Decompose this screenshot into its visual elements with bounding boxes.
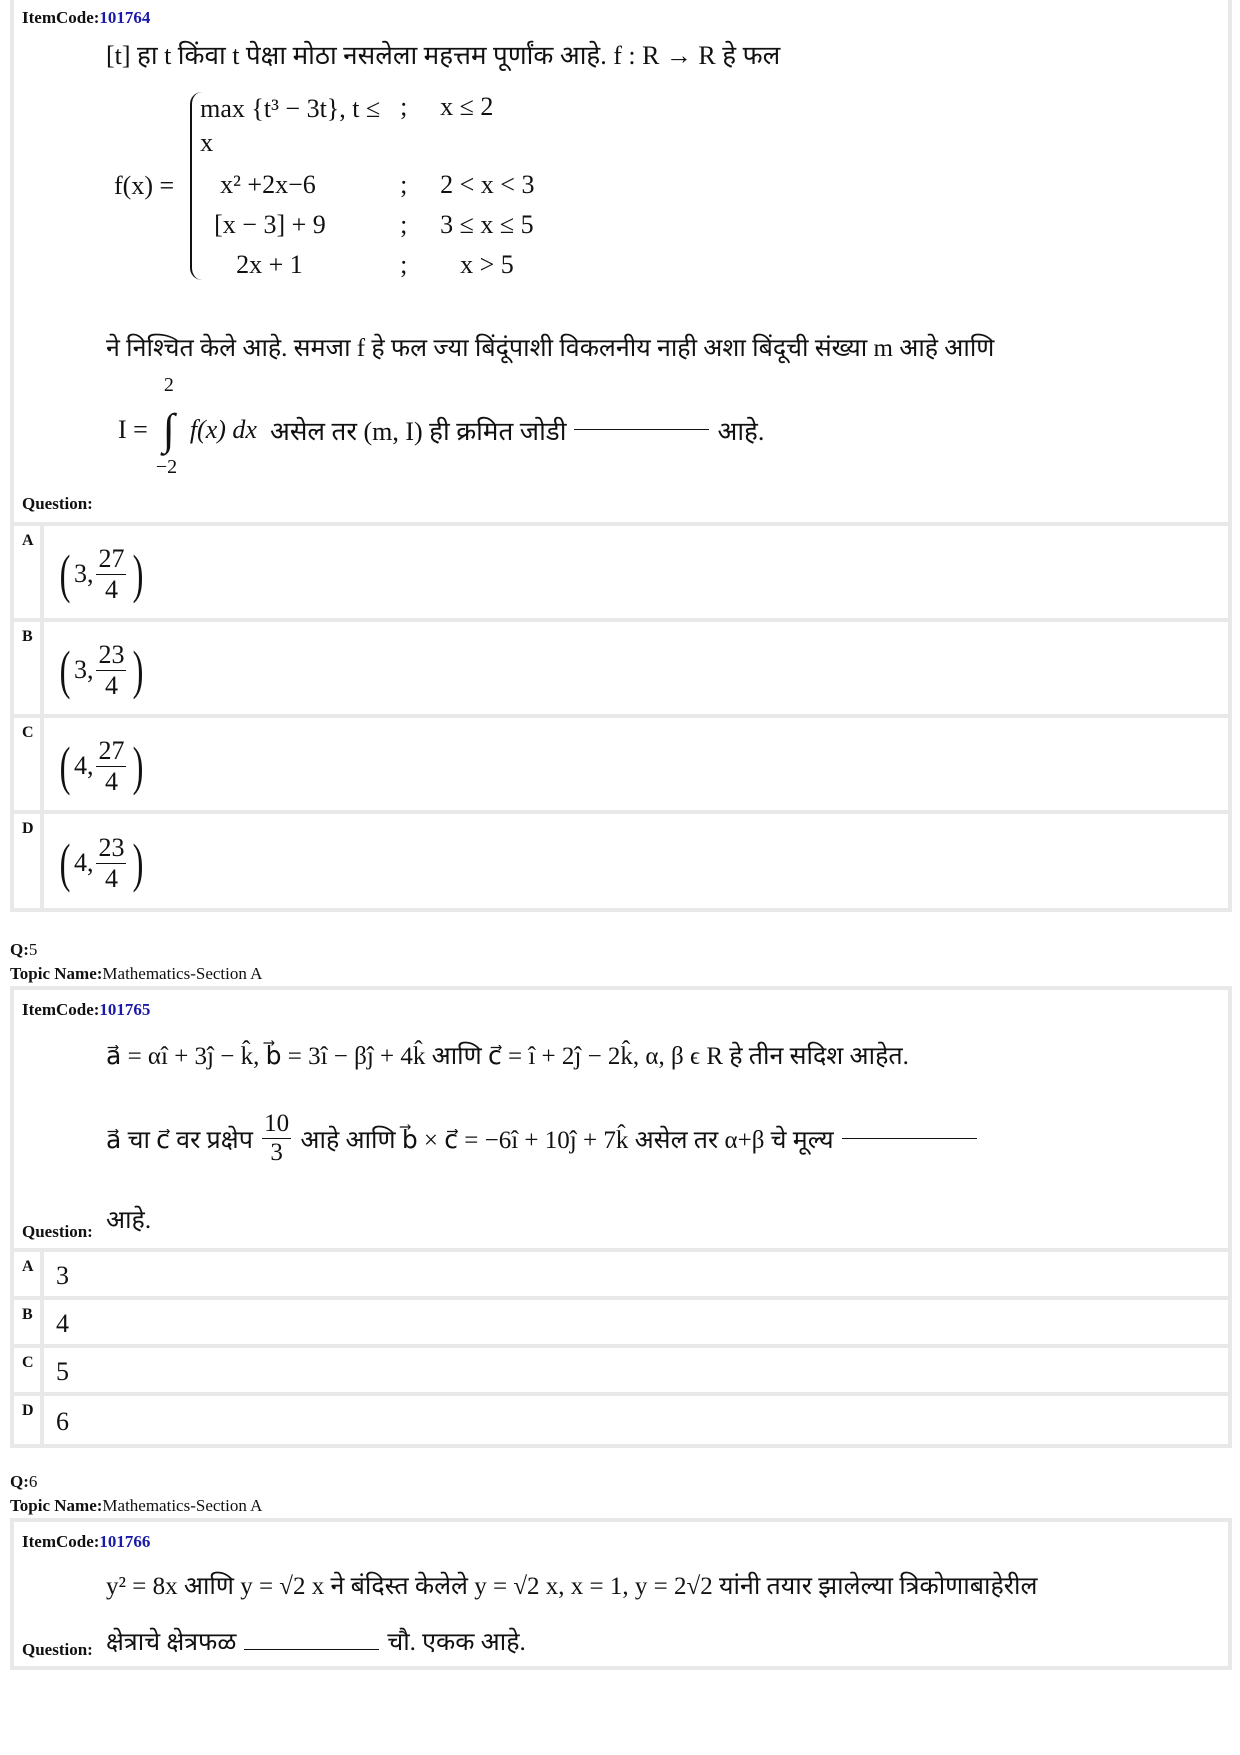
numerator: 27: [98, 735, 125, 765]
topic-value: Mathematics-Section A: [102, 964, 263, 983]
piecewise-function: [114, 92, 600, 280]
option-key: C: [14, 718, 44, 814]
case-cond: 2 < x < 3: [440, 169, 535, 199]
denominator: 4: [104, 766, 118, 796]
lower-limit: −2: [155, 456, 178, 478]
question-text: a⃗ चा c⃗ वर प्रक्षेप: [106, 1126, 253, 1154]
option-key: A: [14, 526, 44, 622]
case-expr: x² +2x−6: [220, 169, 316, 199]
numerator: 23: [98, 832, 125, 862]
option-b[interactable]: [14, 1296, 1228, 1348]
item-code: [22, 1532, 150, 1552]
case-cond: 3 ≤ x ≤ 5: [440, 209, 534, 239]
case-sep: ;: [400, 169, 408, 199]
topic-value: Mathematics-Section A: [102, 1496, 263, 1515]
cases: [190, 92, 600, 280]
q-num: 6: [28, 1472, 38, 1491]
question-label: Question:: [22, 494, 93, 513]
option-value: ( 4, $\frac{23}{4}$ ): [59, 832, 144, 893]
case-expr: 2x + 1: [236, 249, 303, 279]
option-c[interactable]: [14, 1344, 1228, 1396]
topic-label: Topic Name:: [10, 964, 103, 983]
question-text: क्षेत्राचे क्षेत्रफळ: [106, 1629, 237, 1656]
option-value: 4: [56, 1309, 69, 1338]
question-number: [10, 940, 37, 960]
item-code-value: 101765: [99, 1000, 151, 1019]
option-a[interactable]: [14, 522, 1228, 622]
option-first: 3,: [73, 655, 94, 684]
question-text-line: a⃗ = αî + 3ĵ − k̂, b⃗ = 3î − βĵ + 4k̂ आणि c⃗ = î + 2ĵ − 2k̂, α, β ϵ R हे तीन सदिश आहेत.: [106, 1043, 909, 1070]
item-code-label: ItemCode:: [22, 1000, 100, 1019]
q-label: Q:: [10, 1472, 29, 1491]
item-code-value: 101766: [99, 1532, 151, 1551]
integral-line: [118, 374, 765, 478]
option-first: 3,: [73, 559, 94, 588]
option-value: ( 3, $\frac{23}{4}$ ): [59, 639, 144, 700]
question-text-line: [t] हा t किंवा t पेक्षा मोठा नसलेला महत्तम पूर्णांक आहे. f : R → R हे फल: [106, 41, 781, 70]
denominator: 4: [104, 574, 118, 604]
item-code-label: ItemCode:: [22, 1532, 100, 1551]
option-key: B: [14, 622, 44, 718]
upper-limit: 2: [163, 374, 174, 396]
case-cond: x ≤ 2: [440, 92, 494, 121]
case-sep: ;: [400, 92, 408, 121]
function-label: f(x) =: [114, 170, 175, 200]
item-code-label: ItemCode:: [22, 8, 100, 27]
q-num: 5: [28, 940, 38, 959]
topic-name: [10, 1496, 262, 1516]
question-number: [10, 1472, 37, 1492]
numerator: 27: [98, 543, 125, 573]
fraction: [96, 640, 126, 701]
question-text-line: [106, 1624, 526, 1658]
integral-sign: ∫ 2 −2: [155, 374, 178, 478]
question-label: Question:: [22, 1222, 93, 1241]
option-value: 6: [56, 1407, 69, 1436]
case-expr: max {t³ − 3t}, t ≤ x: [200, 94, 381, 157]
option-d[interactable]: [14, 1392, 1228, 1448]
fraction: [96, 736, 126, 797]
option-first: 4,: [73, 751, 94, 780]
option-key: D: [14, 1396, 44, 1448]
question-block-5: [10, 986, 1232, 1448]
option-key: A: [14, 1252, 44, 1300]
numerator: 23: [98, 639, 125, 669]
fraction: [96, 833, 126, 894]
fraction: [96, 544, 126, 605]
question-text-line: ने निश्चित केले आहे. समजा f हे फल ज्या बिंदूंपाशी विकलनीय नाही अशा बिंदूची संख्या m आहे आणि: [106, 335, 995, 362]
question-text: आहे आणि b⃗ × c⃗ = −6î + 10ĵ + 7k̂ असेल तर α+β चे मूल्य: [300, 1126, 834, 1154]
option-b[interactable]: [14, 618, 1228, 718]
denominator: 3: [270, 1139, 283, 1166]
option-a[interactable]: [14, 1248, 1228, 1300]
option-key: D: [14, 814, 44, 912]
integral-lhs: I =: [118, 414, 148, 444]
denominator: 4: [104, 863, 118, 893]
option-c[interactable]: [14, 714, 1228, 814]
integrand: f(x) dx: [189, 414, 257, 444]
case-cond: x > 5: [460, 249, 514, 279]
item-code-value: 101764: [99, 8, 151, 27]
option-value: ( 4, $\frac{27}{4}$ ): [59, 735, 144, 796]
question-text: आहे.: [717, 416, 765, 446]
case-sep: ;: [400, 249, 408, 279]
topic-name: [10, 964, 262, 984]
option-d[interactable]: [14, 810, 1228, 912]
option-value: 5: [56, 1357, 69, 1386]
case-expr: [x − 3] + 9: [214, 209, 326, 239]
fraction: [262, 1110, 291, 1167]
answer-blank: [574, 429, 709, 430]
q-label: Q:: [10, 940, 29, 959]
item-code: [22, 1000, 150, 1020]
answer-blank: [244, 1649, 379, 1650]
option-key: B: [14, 1300, 44, 1348]
denominator: 4: [104, 670, 118, 700]
option-key: C: [14, 1348, 44, 1396]
option-first: 4,: [73, 848, 94, 877]
question-text-line: y² = 8x आणि y = √2 x ने बंदिस्त केलेले y = √2 x, x = 1, y = 2√2 यांनी तयार झालेल्या त्रिकोणाबाहेरील: [106, 1573, 1038, 1600]
numerator: 10: [264, 1110, 290, 1137]
item-code: [22, 8, 150, 28]
question-block-6: [10, 1518, 1232, 1670]
case-sep: ;: [400, 209, 408, 239]
question-label: Question:: [22, 1640, 93, 1659]
question-text: आहे.: [106, 1207, 152, 1234]
question-text: असेल तर (m, I) ही क्रमित जोडी: [269, 416, 567, 446]
option-value: ( 3, $\frac{27}{4}$ ): [59, 543, 144, 604]
topic-label: Topic Name:: [10, 1496, 103, 1515]
question-text-line: [106, 1110, 985, 1167]
option-value: 3: [56, 1261, 69, 1290]
question-text: चौ. एकक आहे.: [387, 1629, 526, 1656]
answer-blank: [842, 1138, 977, 1139]
question-block-4: [10, 0, 1232, 912]
